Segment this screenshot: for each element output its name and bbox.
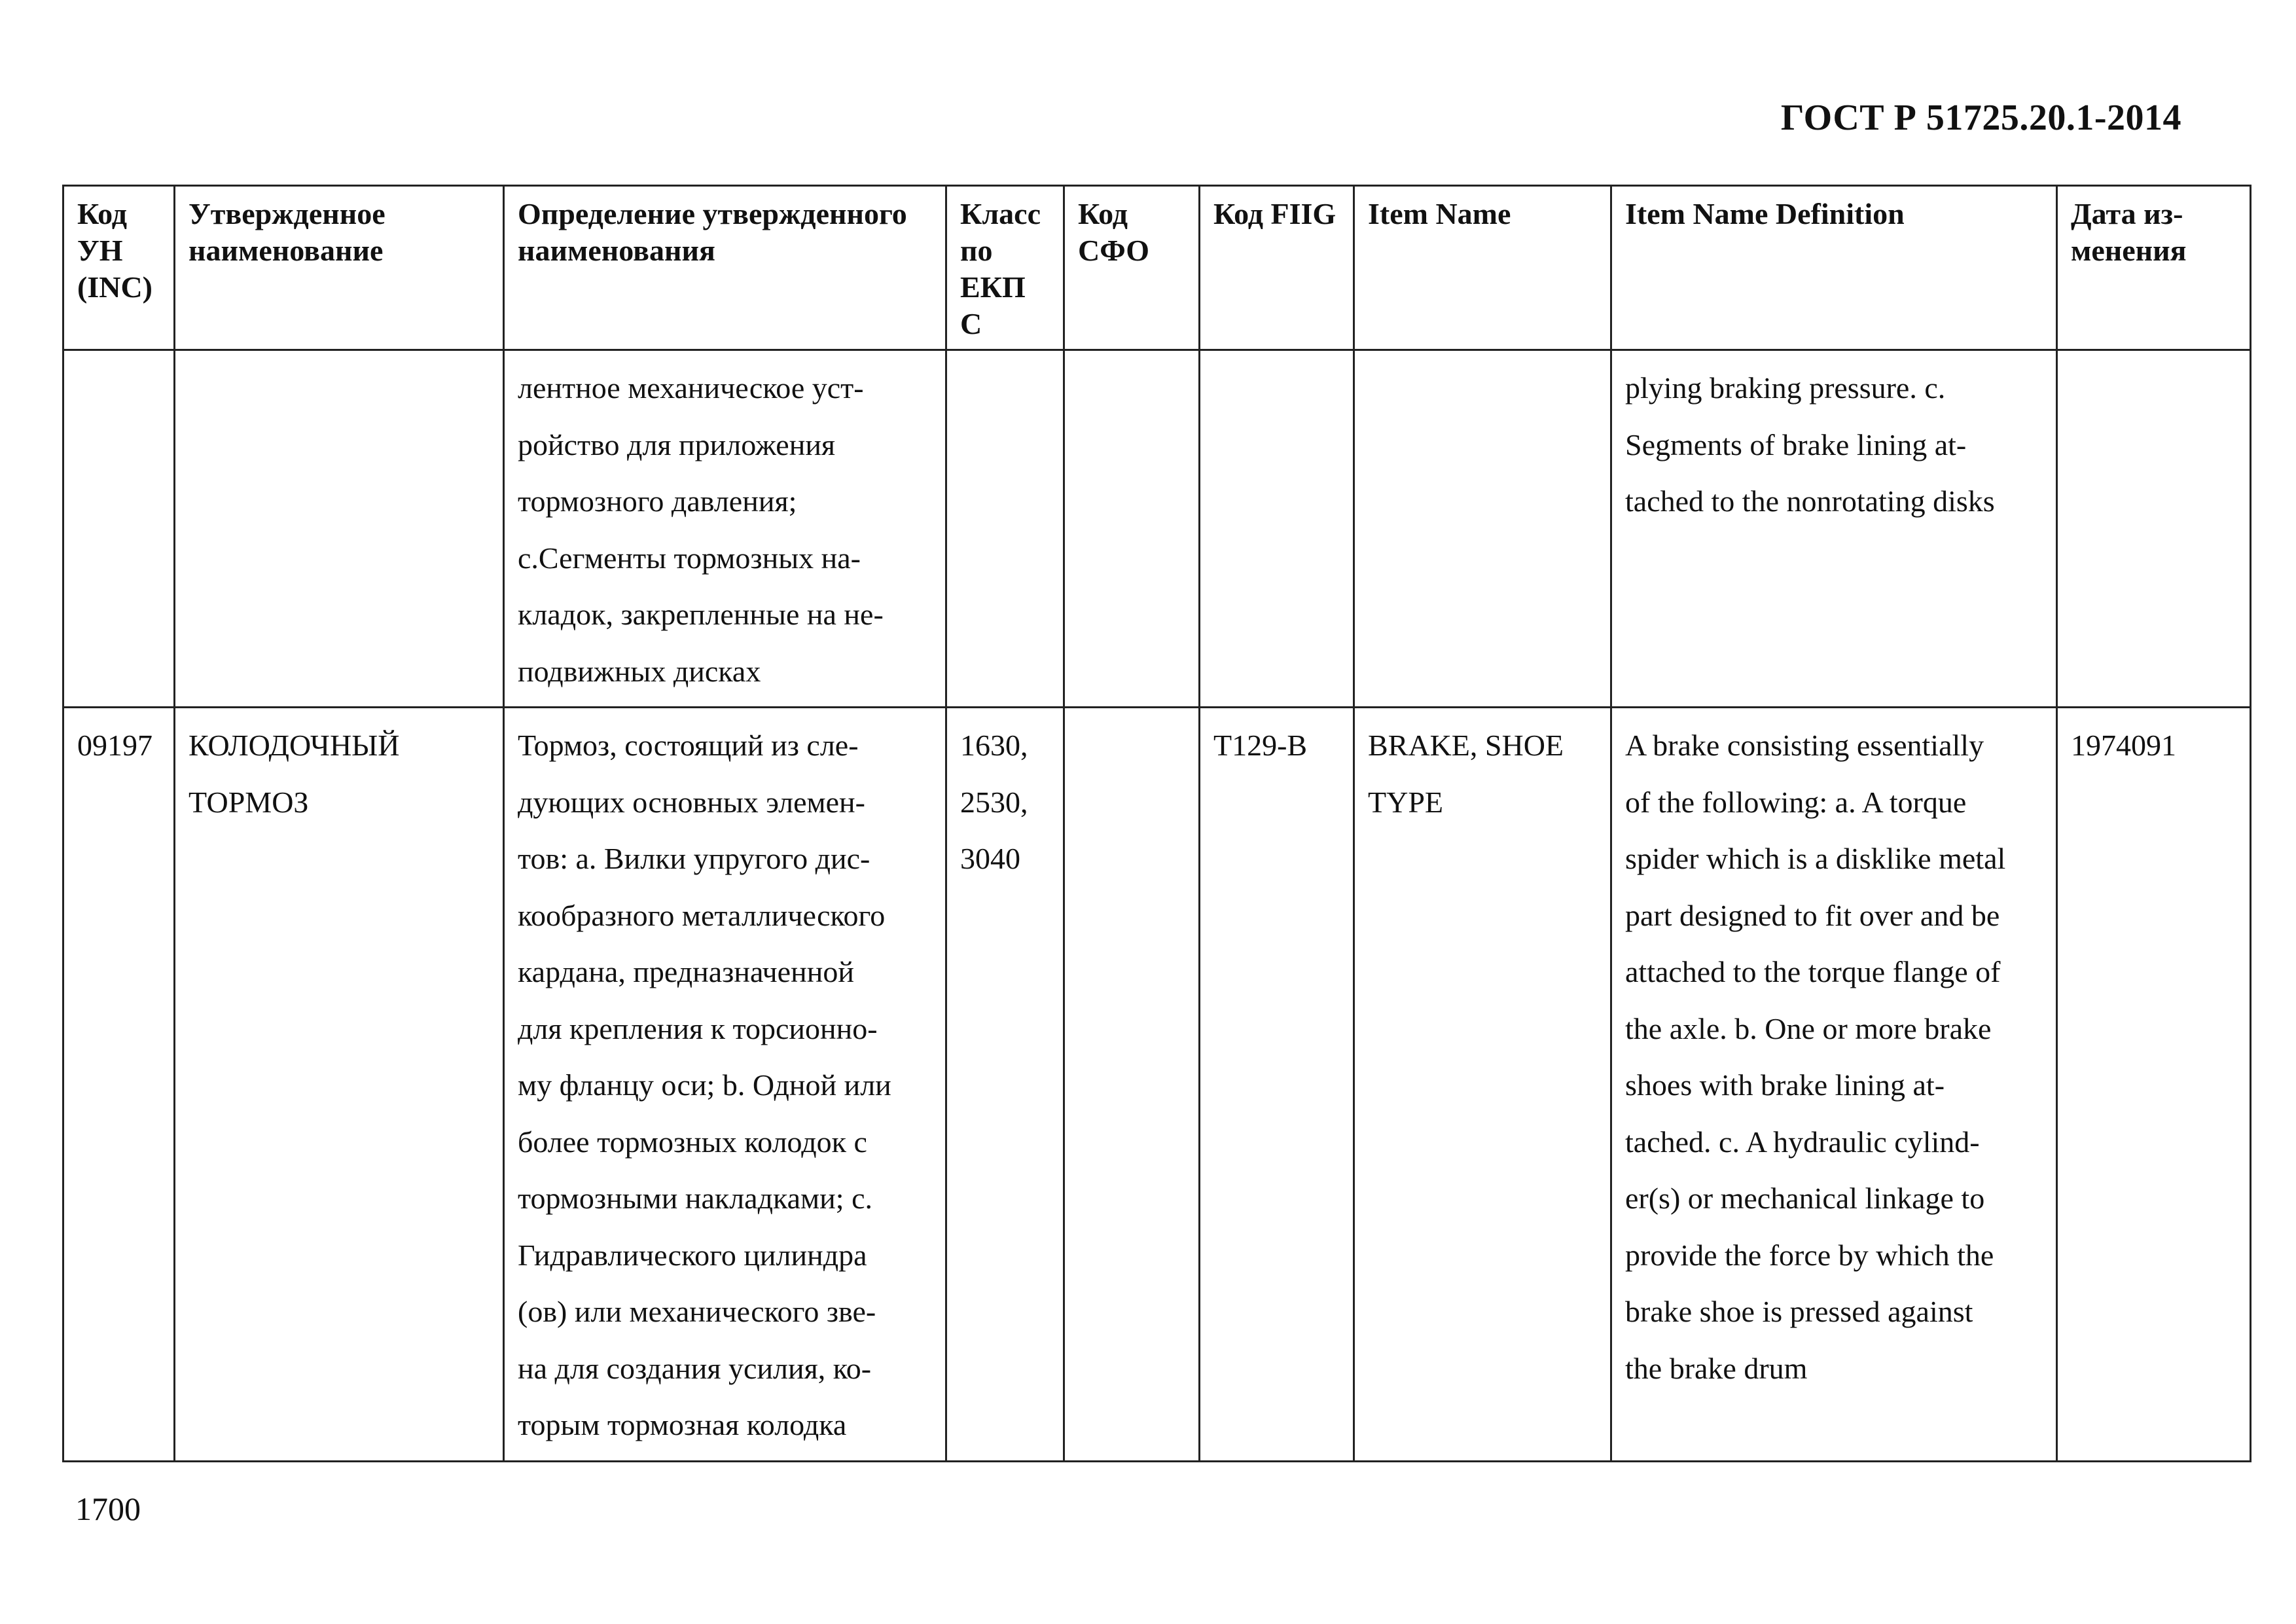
cell-change-date: 1974091	[2057, 708, 2251, 1462]
header-approved-name-definition: Определение утвержденного наименования	[504, 186, 946, 350]
cell-approved-name-definition: Тормоз, состоящий из сле- дующих основных элемен- тов: a. Вилки упругого дис- кообразного металлического кардана, предназначенной для крепления к торсионно- му фланцу оси; b. Одной или более тормозных колодок с тормозными накладками; c. Гидравлического цилиндра (ов) или механического зве- на для создания усилия, ко- торым тормозная колодка	[504, 708, 946, 1462]
header-sfo-code: Код СФО	[1064, 186, 1200, 350]
cell-item-name-definition: plying braking pressure. c. Segments of brake lining at- tached to the nonrotating disks	[1611, 350, 2057, 708]
header-item-name: Item Name	[1354, 186, 1611, 350]
item-names-table	[62, 185, 2251, 1462]
document-title: ГОСТ Р 51725.20.1-2014	[1780, 98, 2181, 138]
header-approved-name: Утвержденное наименование	[175, 186, 504, 350]
header-item-name-definition: Item Name Definition	[1611, 186, 2057, 350]
header-fiig-code: Код FIIG	[1200, 186, 1354, 350]
cell-sfo-code	[1064, 350, 1200, 708]
cell-item-name	[1354, 350, 1611, 708]
cell-ekps-class: 1630, 2530, 3040	[946, 708, 1064, 1462]
page-number: 1700	[75, 1490, 141, 1527]
header-change-date: Дата из- менения	[2057, 186, 2251, 350]
cell-fiig-code	[1200, 350, 1354, 708]
cell-fiig-code: T129-B	[1200, 708, 1354, 1462]
cell-approved-name	[175, 350, 504, 708]
cell-inc-code: 09197	[63, 708, 175, 1462]
table-row	[63, 350, 2251, 708]
header-inc-code: Код УН (INC)	[63, 186, 175, 350]
header-ekps-class: Класс по ЕКП С	[946, 186, 1064, 350]
table-row	[63, 708, 2251, 1462]
cell-ekps-class	[946, 350, 1064, 708]
cell-inc-code	[63, 350, 175, 708]
cell-item-name: BRAKE, SHOE TYPE	[1354, 708, 1611, 1462]
cell-change-date	[2057, 350, 2251, 708]
cell-approved-name-definition: лентное механическое уст- ройство для приложения тормозного давления; c.Сегменты тормозных на- кладок, закрепленные на не- подвижных дисках	[504, 350, 946, 708]
cell-sfo-code	[1064, 708, 1200, 1462]
table-header-row	[63, 186, 2251, 350]
cell-approved-name: КОЛОДОЧНЫЙ ТОРМОЗ	[175, 708, 504, 1462]
cell-item-name-definition: A brake consisting essentially of the following: a. A torque spider which is a disklike metal part designed to fit over and be attached to the torque flange of the axle. b. One or more brake shoes with brake lining at- tached. c. A hydraulic cylind- er(s) or mechanical linkage to provide the force by which the brake shoe is pressed against the brake drum	[1611, 708, 2057, 1462]
